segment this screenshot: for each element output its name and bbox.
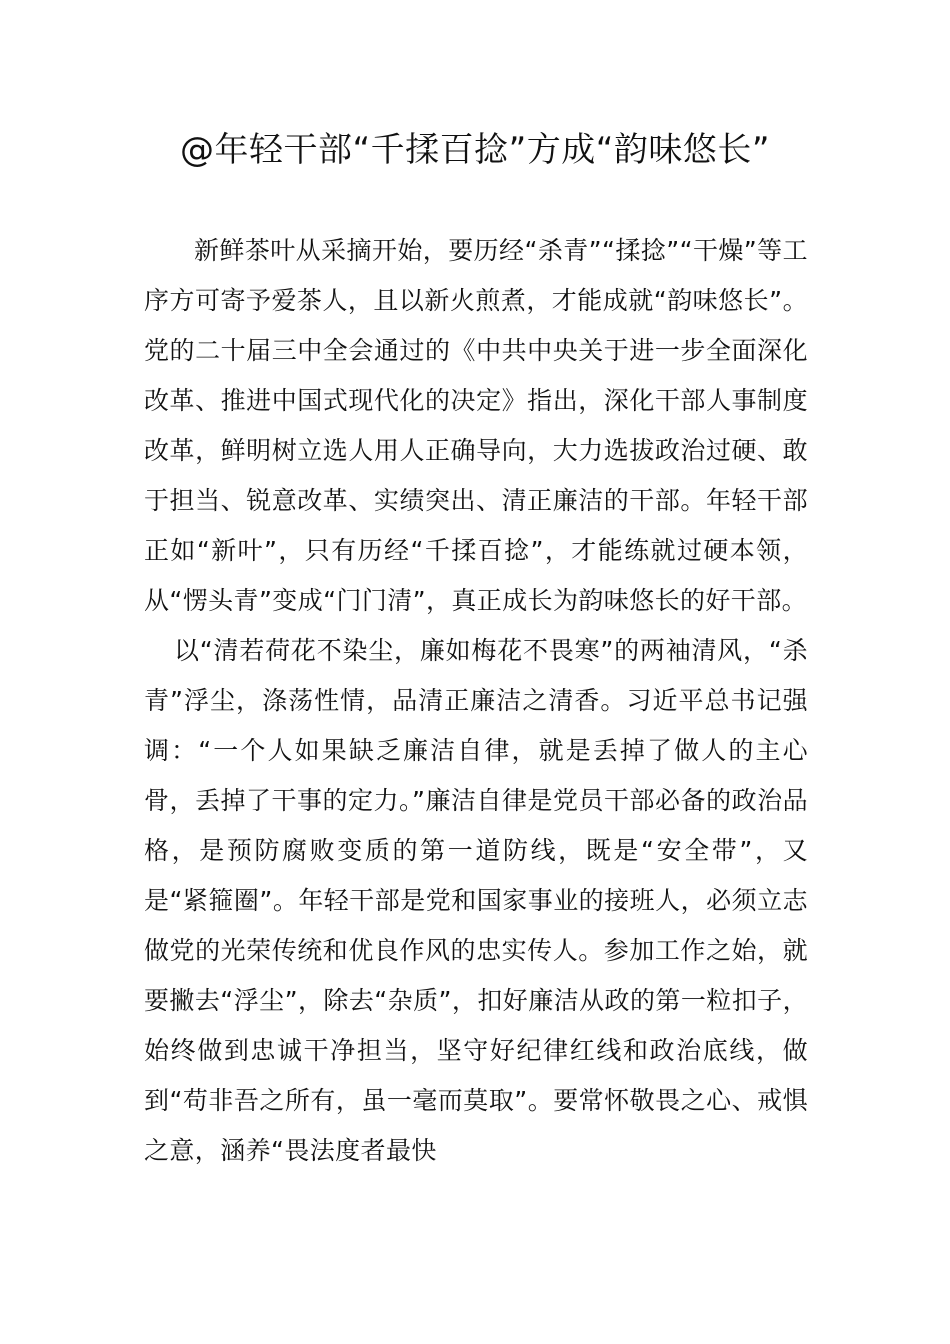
document-body	[144, 226, 808, 1176]
document-title: @年轻干部“千揉百捻”方成“韵味悠长”	[180, 130, 770, 170]
paragraph-2: 以“清若荷花不染尘，廉如梅花不畏寒”的两袖清风，“杀青”浮尘，涤荡性情，品清正廉洁之清香。习近平总书记强调：“一个人如果缺乏廉洁自律，就是丢掉了做人的主心骨，丢掉了干事的定力。”廉洁自律是党员干部必备的政治品格，是预防腐败变质的第一道防线，既是“安全带”，又是“紧箍圈”。年轻干部是党和国家事业的接班人，必须立志做党的光荣传统和优良作风的忠实传人。参加工作之始，就要撇去“浮尘”，除去“杂质”，扣好廉洁从政的第一粒扣子，始终做到忠诚干净担当，坚守好纪律红线和政治底线，做到“苟非吾之所有，虽一毫而莫取”。要常怀敬畏之心、戒惧之意，涵养“畏法度者最快	[144, 636, 808, 1165]
paragraph-1: 新鲜茶叶从采摘开始，要历经“杀青”“揉捻”“干燥”等工序方可寄予爱茶人，且以新火煎煮，才能成就“韵味悠长”。党的二十届三中全会通过的《中共中央关于进一步全面深化改革、推进中国式现代化的决定》指出，深化干部人事制度改革，鲜明树立选人用人正确导向，大力选拔政治过硬、敢于担当、锐意改革、实绩突出、清正廉洁的干部。年轻干部正如“新叶”，只有历经“千揉百捻”，才能练就过硬本领，从“愣头青”变成“门门清”，真正成长为韵味悠长的好干部。	[144, 236, 808, 615]
